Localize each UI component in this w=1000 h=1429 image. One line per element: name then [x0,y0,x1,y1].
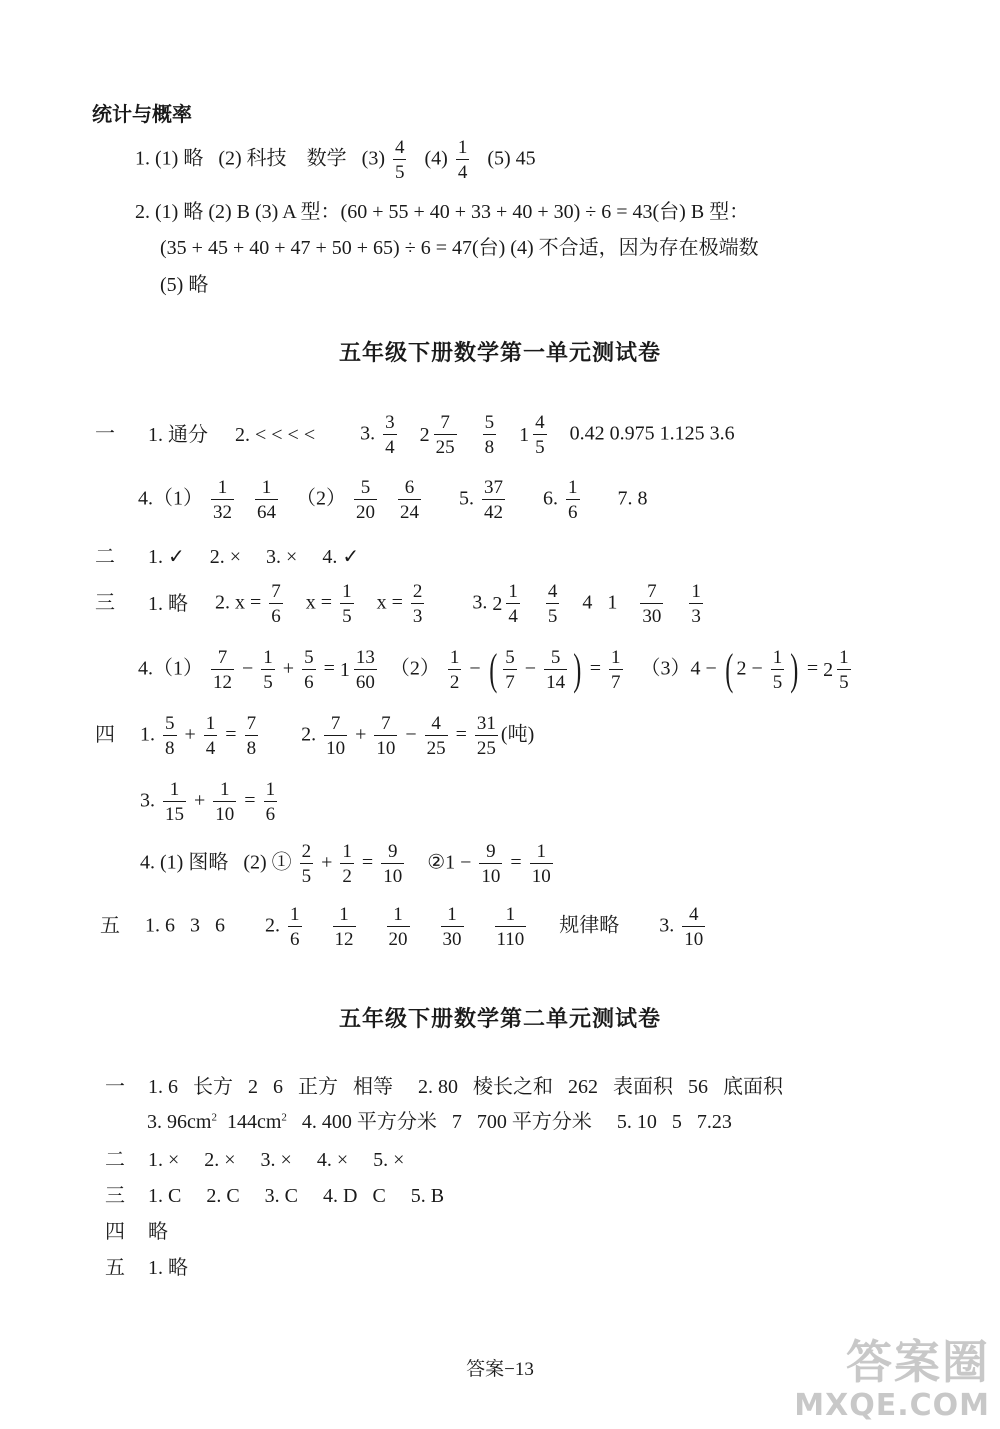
answer-text: 4. (1) 图略 (2) ① [140,851,292,874]
answer-text: 7. 8 [617,487,648,510]
u2-row1 [105,1077,783,1097]
operator: = [361,851,374,874]
answer-text: 1. × 2. × 3. × 4. × 5. × [148,1149,405,1171]
fraction: $\frac{31}{25}$ [476,713,496,759]
u2-row3 [105,1150,404,1170]
fraction: $\frac{1}{7}$ [611,647,621,693]
fraction: $\frac{1}{2}$ [342,841,352,887]
answer-text: 2. x = [215,591,262,614]
fraction: $\frac{1}{5}$ [342,581,352,627]
operator: + [194,789,206,812]
fraction: $\frac{4}{10}$ [684,904,704,950]
section-number: 一 [95,422,115,445]
answer-text: 3. [472,591,488,614]
stat-q2-line2: (35 + 45 + 40 + 47 + 50 + 65) ÷ 6 = 47(台) (4) 不合适，因为存在极端数 [160,237,759,259]
fraction: $\frac{1}{10}$ [215,779,235,825]
fraction: $\frac{7}{6}$ [271,581,281,627]
answer-text: 4 1 [582,591,618,614]
stat-q2-line3: (5) 略 [160,274,209,296]
answer-text: 3. [140,789,155,812]
answer-text: 1. 略 [148,593,188,615]
watermark-logo [794,1326,990,1423]
stat-q1-p3: (3) [361,147,385,170]
section-number: 四 [105,1221,125,1243]
fraction: $\frac{7}{12}$ [213,647,232,693]
fraction: $\frac{5}{20}$ [356,477,375,523]
answer-text: 0.42 0.975 1.125 3.6 [569,422,735,445]
operator: − [469,657,481,680]
operator: = [589,657,601,680]
u1-row4 [95,582,706,626]
operator: = [510,851,522,874]
fraction: $\frac{7}{10}$ [376,713,396,759]
watermark-text: 答案圈 [846,1335,990,1389]
fraction: $\frac{4}{5}$ [394,137,405,183]
fraction: $\frac{5}{8}$ [484,412,495,458]
operator: = [806,657,819,680]
answer-text: 6. [543,487,558,510]
fraction: $\frac{5}{8}$ [165,713,175,759]
answer-text: x = [305,591,333,614]
fraction: $\frac{4}{25}$ [426,713,446,759]
operator: − [524,657,537,680]
answer-text: 1. [140,723,155,746]
fraction: $\frac{7}{8}$ [246,713,257,759]
operator: + [282,657,295,680]
operator: − [242,657,254,680]
answer-text: （2） [389,657,440,680]
section-number: 一 [105,1076,125,1098]
u1-row9 [100,905,708,949]
answer-text: （3）4 − [640,657,717,680]
fraction: $\frac{5}{6}$ [304,647,314,693]
superscript: 2 [281,1111,287,1124]
answer-text: 4. 400 平方分米 7 700 平方分米 5. 10 5 7.23 [286,1111,732,1133]
answer-text: 3. 96cm [147,1111,212,1133]
stat-q1 [135,138,536,182]
page-footer: 答案−13 [466,1359,534,1380]
unit-text: (吨) [500,723,535,746]
mixed-number: 2 $\frac{7}{25}$ [419,412,455,458]
operator: = [244,789,256,812]
watermark-url: MXQE.COM [794,1388,990,1423]
answer-text: 1. ✓ 2. × 3. × 4. ✓ [148,546,360,568]
u1-row6 [95,714,534,758]
operator: + [184,723,196,746]
u1-row8 [140,842,556,886]
fraction: $\frac{5}{14}$ [546,647,566,693]
answer-text: 2. < < < < [235,424,316,446]
section-number: 五 [100,914,120,937]
section-title-statistics: 统计与概率 [92,102,192,126]
fraction: $\frac{1}{2}$ [449,647,460,693]
fraction: $\frac{1}{6}$ [290,904,300,950]
u1-row1 [95,413,735,457]
fraction: $\frac{1}{6}$ [265,779,276,825]
answer-text: 3. [659,914,675,937]
answer-text: （2） [296,487,346,510]
operator: − [405,723,417,746]
answer-text: 规律略 [559,914,620,937]
mixed-number: 2 $\frac{1}{5}$ [823,647,849,693]
operator: = [455,723,467,746]
answer-text: ②1 − [427,851,472,874]
answer-text: 5. [459,487,474,510]
answer-text: 1. 6 长方 2 6 正方 相等 2. 80 棱长之和 262 表面积 56 底面积 [148,1076,783,1098]
right-paren: ) [790,645,799,694]
fraction: $\frac{1}{10}$ [531,841,551,887]
mixed-number: 1 $\frac{4}{5}$ [519,412,545,458]
answer-text: 略 [148,1221,168,1243]
answer-text: 144cm [216,1111,282,1133]
answer-text: 1. 通分 [148,424,208,446]
fraction: $\frac{3}{4}$ [385,412,395,458]
u1-row5 [138,645,854,694]
answer-text: x = [376,591,403,614]
stat-q1-p2b: 数学 [306,147,347,170]
fraction: $\frac{1}{3}$ [691,581,701,627]
fraction: $\frac{1}{5}$ [263,647,273,693]
fraction: $\frac{1}{32}$ [213,477,232,523]
section-number: 四 [95,723,115,746]
answer-text: 1. C 2. C 3. C 4. D C 5. B [148,1185,445,1207]
fraction: $\frac{1}{110}$ [496,904,525,950]
section-number: 二 [95,546,115,568]
section-number: 五 [105,1257,125,1279]
stat-q1-p4: (4) [424,147,448,170]
fraction: $\frac{1}{30}$ [442,904,462,950]
unit2-title: 五年级下册数学第二单元测试卷 [338,1007,661,1032]
left-paren: ( [488,645,497,694]
answer-text: 2. [265,914,280,937]
u1-row3 [95,547,359,567]
u1-row7 [140,780,280,824]
fraction: $\frac{7}{10}$ [326,713,346,759]
u2-row2 [147,1112,732,1132]
operator: = [323,657,335,680]
section-number: 三 [95,591,115,614]
right-paren: ) [573,645,582,694]
fraction: $\frac{1}{4}$ [205,713,216,759]
fraction: $\frac{5}{7}$ [505,647,515,693]
left-paren: ( [725,645,734,694]
stat-q1-p5: (5) 45 [487,147,536,170]
u1-row2 [138,478,648,522]
answer-text: 3. [360,422,376,445]
answer-text: 2 − [736,657,763,680]
u2-row4 [105,1186,444,1206]
fraction: $\frac{1}{20}$ [388,904,408,950]
stat-q2-line1: 2. (1) 略 (2) B (3) A 型：(60 + 55 + 40 + 33 + 40 + 30) ÷ 6 = 43(台) B 型： [135,201,750,223]
answer-text: 1. 6 3 6 [145,914,225,937]
stat-q1-label: 1. (1) 略 [135,147,204,170]
section-number: 三 [105,1185,125,1207]
fraction: $\frac{9}{10}$ [383,841,403,887]
fraction: $\frac{4}{5}$ [547,581,558,627]
fraction: $\frac{6}{24}$ [400,477,419,523]
unit1-title: 五年级下册数学第一单元测试卷 [338,341,661,366]
fraction: $\frac{1}{5}$ [772,647,783,693]
mixed-number: 1 $\frac{13}{60}$ [339,647,375,693]
answer-text: 4.（1） [138,657,203,680]
superscript: 2 [211,1111,217,1124]
answer-text: 2. [301,723,317,746]
answer-text: 1. 略 [148,1257,188,1279]
fraction: $\frac{1}{64}$ [257,477,276,523]
fraction: $\frac{9}{10}$ [481,841,501,887]
mixed-number: 2 $\frac{1}{4}$ [492,581,518,627]
section-number: 二 [105,1149,125,1171]
fraction: $\frac{2}{3}$ [412,581,423,627]
operator: + [321,851,333,874]
stat-q1-p2: (2) 科技 [218,147,287,170]
fraction: $\frac{1}{6}$ [568,477,578,523]
fraction: $\frac{37}{42}$ [484,477,503,523]
fraction: $\frac{1}{4}$ [457,137,468,183]
operator: = [225,723,237,746]
fraction: $\frac{1}{12}$ [334,904,354,950]
fraction: $\frac{7}{30}$ [642,581,662,627]
fraction: $\frac{2}{5}$ [301,841,312,887]
u2-row6 [105,1258,188,1278]
fraction: $\frac{1}{15}$ [165,779,184,825]
u2-row5 [105,1222,168,1242]
answer-text: 4.（1） [138,487,203,510]
operator: + [355,723,367,746]
